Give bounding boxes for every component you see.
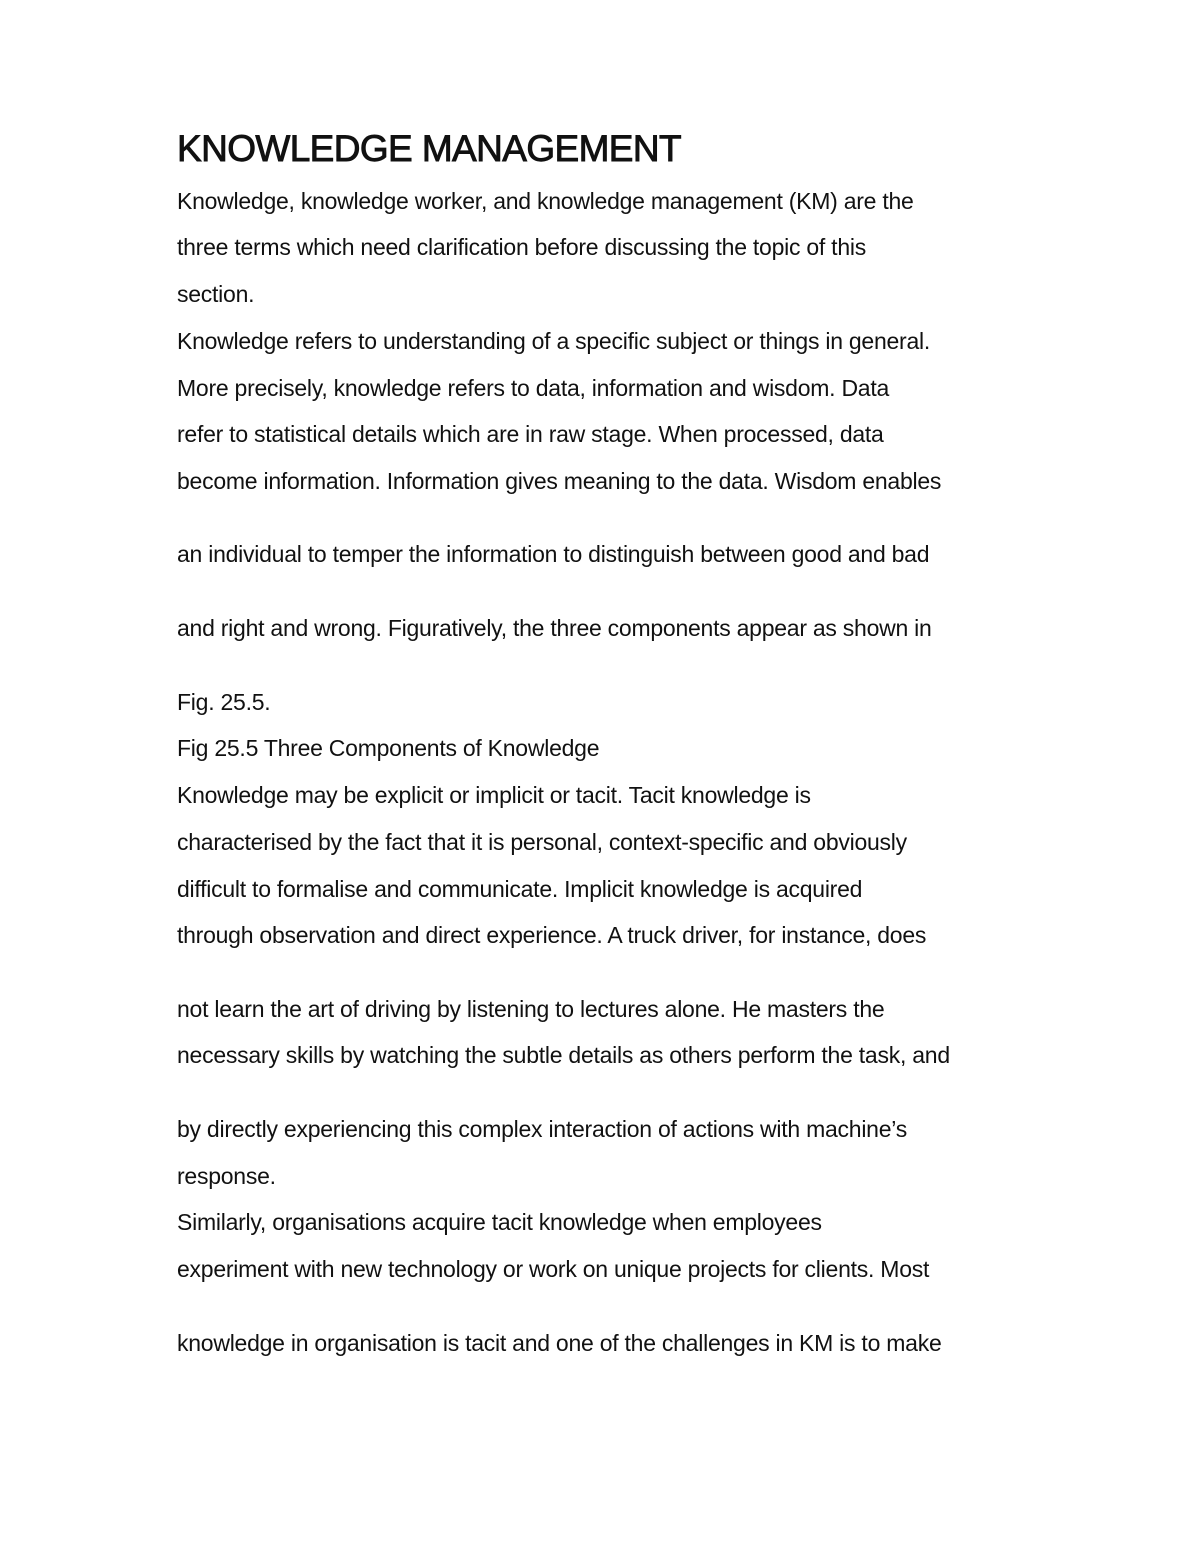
- text-line: knowledge in organisation is tacit and one of the challenges in KM is to make: [177, 1330, 942, 1356]
- figure-caption: Fig 25.5 Three Components of Knowledge: [177, 735, 600, 761]
- text-line: not learn the art of driving by listening to lectures alone. He masters the: [177, 996, 885, 1022]
- text-line: and right and wrong. Figuratively, the three components appear as shown in: [177, 615, 932, 641]
- text-line: response.: [177, 1163, 276, 1189]
- text-line: three terms which need clarification before discussing the topic of this: [177, 234, 866, 260]
- text-line: experiment with new technology or work on unique projects for clients. Most: [177, 1256, 930, 1282]
- text-line: necessary skills by watching the subtle details as others perform the task, and: [177, 1042, 950, 1068]
- text-line: Knowledge may be explicit or implicit or tacit. Tacit knowledge is: [177, 782, 811, 808]
- text-line: Fig. 25.5.: [177, 689, 271, 715]
- text-line: Knowledge refers to understanding of a specific subject or things in general.: [177, 328, 930, 354]
- text-line: difficult to formalise and communicate. Implicit knowledge is acquired: [177, 876, 863, 902]
- text-line: More precisely, knowledge refers to data, information and wisdom. Data: [177, 375, 890, 401]
- text-line: Similarly, organisations acquire tacit knowledge when employees: [177, 1209, 822, 1235]
- document-title: KNOWLEDGE MANAGEMENT: [177, 128, 681, 169]
- text-line: Knowledge, knowledge worker, and knowledge management (KM) are the: [177, 188, 914, 214]
- text-line: section.: [177, 281, 255, 307]
- text-line: through observation and direct experience. A truck driver, for instance, does: [177, 922, 927, 948]
- text-line: characterised by the fact that it is personal, context-specific and obviously: [177, 829, 907, 855]
- text-line: by directly experiencing this complex interaction of actions with machine’s: [177, 1116, 907, 1142]
- text-line: an individual to temper the information to distinguish between good and bad: [177, 541, 930, 567]
- text-line: become information. Information gives meaning to the data. Wisdom enables: [177, 468, 942, 494]
- text-line: refer to statistical details which are in raw stage. When processed, data: [177, 421, 884, 447]
